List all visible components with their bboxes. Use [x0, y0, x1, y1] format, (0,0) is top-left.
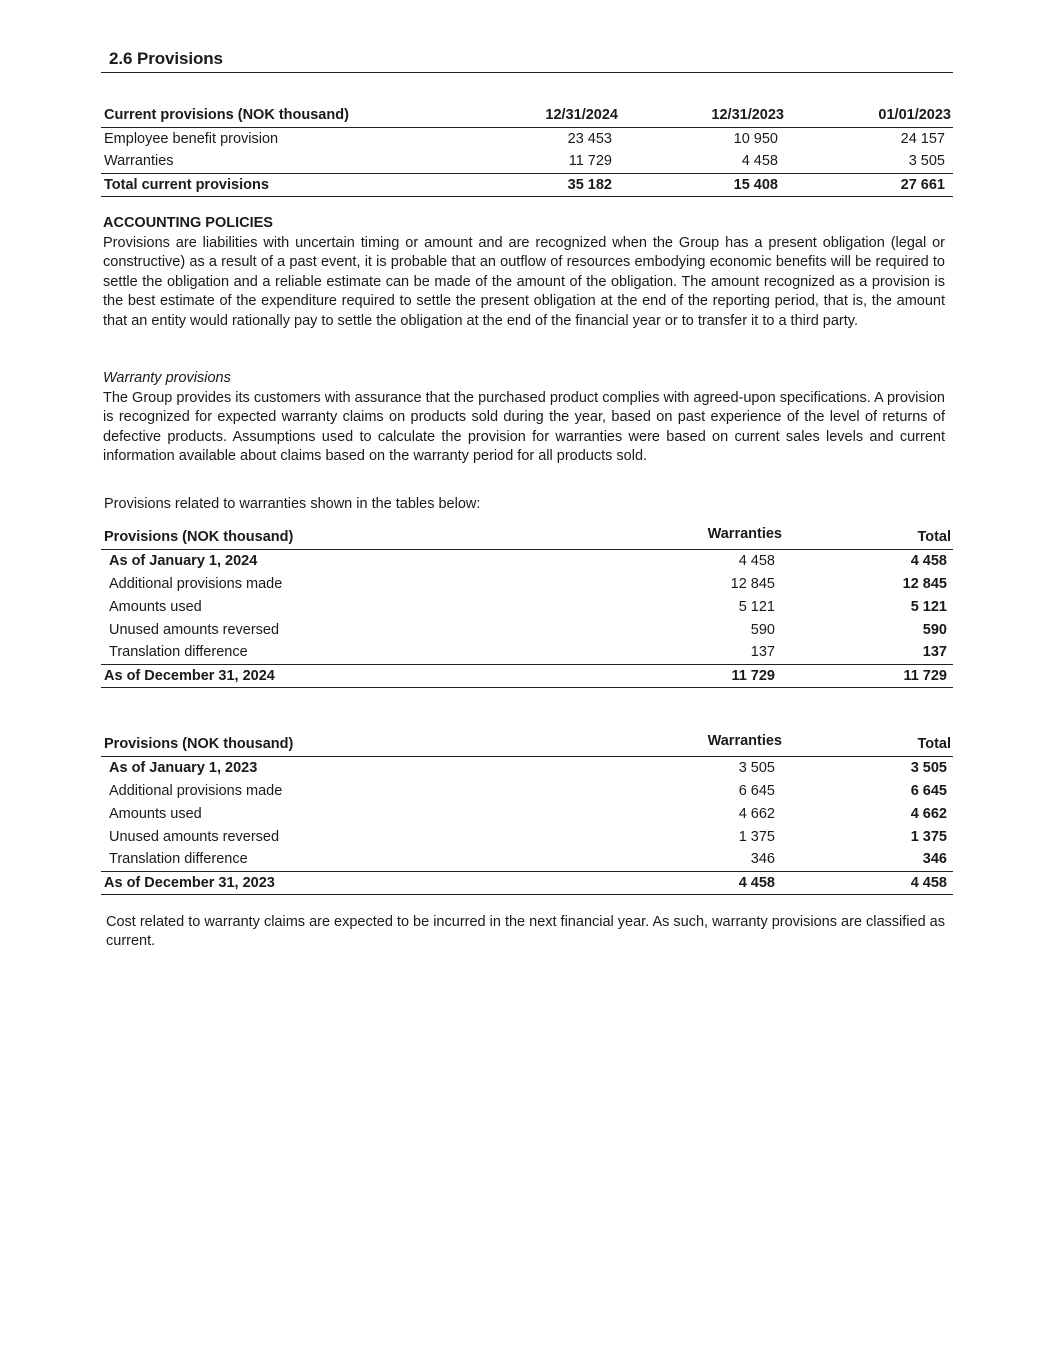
cell-value: 4 458 — [738, 552, 775, 569]
cell-value: 24 157 — [900, 130, 945, 147]
cell-value: 4 458 — [910, 552, 947, 569]
cell-value: 1 375 — [910, 828, 947, 845]
row-label: As of January 1, 2023 — [109, 759, 258, 776]
cell-value: 23 453 — [567, 130, 612, 147]
column-header: Total — [785, 526, 953, 549]
cell-value: 5 121 — [910, 598, 947, 615]
closing-note-text: Cost related to warranty claims are expected to be incurred in the next financial year. As such, warranty provisions are classified as current. — [106, 914, 945, 950]
table-row — [101, 848, 953, 871]
warranty-provisions-table-2023 — [101, 733, 953, 895]
table-header-row — [101, 104, 953, 127]
row-label: Amounts used — [109, 805, 202, 822]
row-label: Additional provisions made — [109, 575, 283, 592]
row-label: Amounts used — [109, 598, 202, 615]
cell-value: 6 645 — [738, 782, 775, 799]
cell-value: 4 662 — [910, 805, 947, 822]
cell-value: 3 505 — [908, 153, 945, 170]
column-header: Provisions (NOK thousand) — [101, 733, 661, 756]
row-label: Translation difference — [109, 644, 248, 661]
table-header-row — [101, 733, 953, 756]
column-header: Total — [785, 733, 953, 756]
cell-value: 346 — [750, 851, 775, 868]
column-header: Provisions (NOK thousand) — [101, 526, 661, 549]
cell-value: 3 505 — [738, 759, 775, 776]
column-header: Current provisions (NOK thousand) — [101, 104, 521, 127]
row-label: Unused amounts reversed — [109, 621, 280, 638]
row-label: As of December 31, 2024 — [101, 664, 661, 687]
column-header: 12/31/2024 — [521, 104, 620, 127]
cell-value: 4 458 — [785, 871, 953, 894]
cell-value: 27 661 — [786, 173, 953, 196]
column-header: Warranties — [661, 526, 785, 549]
cell-value: 137 — [922, 644, 947, 661]
opening-balance-row — [101, 549, 953, 572]
tables-intro-text: Provisions related to warranties shown in the tables below: — [104, 496, 481, 512]
cell-value: 11 729 — [568, 153, 612, 170]
column-header: 01/01/2023 — [786, 104, 953, 127]
opening-balance-row — [101, 756, 953, 779]
column-header: 12/31/2023 — [620, 104, 786, 127]
table-row — [101, 825, 953, 848]
table-row — [101, 779, 953, 802]
row-label: Total current provisions — [101, 173, 521, 196]
cell-value: 35 182 — [521, 173, 620, 196]
warranty-provisions-table-2024 — [101, 526, 953, 688]
table-header-row — [101, 526, 953, 549]
cell-value: 10 950 — [733, 130, 778, 147]
cell-value: 12 845 — [902, 575, 947, 592]
row-label: Additional provisions made — [109, 782, 283, 799]
section-title: 2.6 Provisions — [109, 49, 223, 68]
closing-balance-row — [101, 664, 953, 687]
cell-value: 137 — [750, 644, 775, 661]
table-row — [101, 127, 953, 150]
cell-value: 1 375 — [738, 828, 775, 845]
cell-value: 590 — [750, 621, 775, 638]
table-row — [101, 572, 953, 595]
row-label: Warranties — [104, 153, 174, 170]
table-row — [101, 641, 953, 664]
warranty-provisions-heading: Warranty provisions — [103, 370, 231, 386]
cell-value: 4 458 — [661, 871, 785, 894]
current-provisions-table — [101, 104, 953, 197]
cell-value: 12 845 — [730, 575, 775, 592]
warranty-provisions-text: The Group provides its customers with assurance that the purchased product complies with agreed-upon specifications. A provision is recognized for expected warranty claims on products sold during the year, based on past experience of the level of returns of defective products. Assumptions used to calculate the provision for warranties were based on current sales levels and current information available about claims based on the warranty period for all products sold. — [103, 390, 945, 465]
total-row — [101, 173, 953, 196]
cell-value: 3 505 — [910, 759, 947, 776]
row-label: Translation difference — [109, 851, 248, 868]
cell-value: 5 121 — [738, 598, 775, 615]
row-label: As of January 1, 2024 — [109, 552, 258, 569]
cell-value: 11 729 — [661, 664, 785, 687]
accounting-policies-heading: ACCOUNTING POLICIES — [103, 215, 273, 231]
accounting-policies-text: Provisions are liabilities with uncertain timing or amount and are recognized when the Group has a present obligation (legal or constructive) as a result of a past event, it is probable that an outflow of resources embodying economic benefits will be required to settle the obligation and a reliable estimate can be made of the amount of the obligation. The amount recognized as a provision is the best estimate of the expenditure required to settle the present obligation at the end of the reporting period, that is, the amount that an entity would rationally pay to settle the obligation at the end of the financial year or to transfer it to a third party. — [103, 235, 945, 329]
cell-value: 6 645 — [910, 782, 947, 799]
table-row — [101, 595, 953, 618]
row-label: As of December 31, 2023 — [101, 871, 661, 894]
table-row — [101, 802, 953, 825]
cell-value: 15 408 — [620, 173, 786, 196]
cell-value: 590 — [922, 621, 947, 638]
cell-value: 11 729 — [785, 664, 953, 687]
closing-balance-row — [101, 871, 953, 894]
cell-value: 346 — [922, 851, 947, 868]
row-label: Employee benefit provision — [104, 130, 279, 147]
title-divider — [101, 72, 953, 73]
table-row — [101, 618, 953, 641]
row-label: Unused amounts reversed — [109, 828, 280, 845]
cell-value: 4 458 — [741, 153, 778, 170]
cell-value: 4 662 — [738, 805, 775, 822]
table-row — [101, 150, 953, 173]
column-header: Warranties — [661, 733, 785, 756]
